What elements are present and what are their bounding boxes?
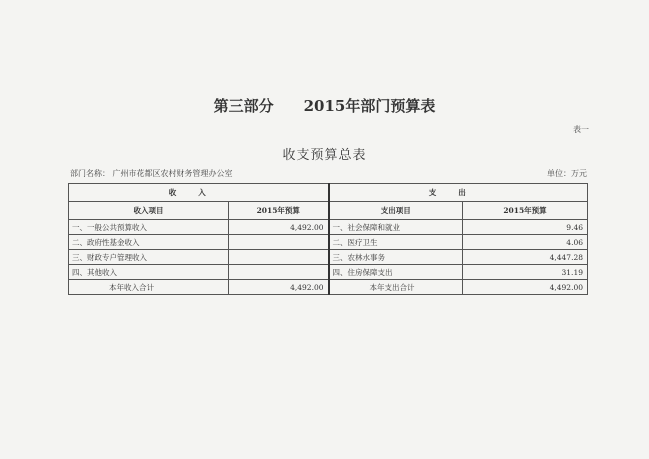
income-item: 二、政府性基金收入 bbox=[69, 235, 229, 250]
expense-section-header: 支出 bbox=[329, 184, 588, 202]
expense-total-label: 本年支出合计 bbox=[329, 280, 463, 295]
table-number: 表一 bbox=[573, 125, 589, 134]
income-total-label: 本年收入合计 bbox=[69, 280, 229, 295]
section-header-row bbox=[69, 184, 588, 202]
income-item: 四、其他收入 bbox=[69, 265, 229, 280]
expense-value: 4,447.28 bbox=[463, 250, 588, 265]
unit-label: 单位：万元 bbox=[547, 169, 587, 178]
expense-value: 9.46 bbox=[463, 220, 588, 235]
expense-item: 二、医疗卫生 bbox=[329, 235, 463, 250]
expense-item: 四、住房保障支出 bbox=[329, 265, 463, 280]
table-title: 收支预算总表 bbox=[282, 148, 367, 163]
department-name: 部门名称： 广州市花都区农村财务管理办公室 bbox=[70, 169, 233, 178]
expense-value: 4.06 bbox=[463, 235, 588, 250]
expense-budget-header: 2015年预算 bbox=[463, 202, 588, 220]
column-header-row bbox=[69, 202, 588, 220]
income-item: 三、财政专户管理收入 bbox=[69, 250, 229, 265]
income-budget-header: 2015年预算 bbox=[229, 202, 329, 220]
table-row bbox=[69, 250, 588, 265]
document-title: 2015年部门预算表 bbox=[303, 97, 436, 115]
income-section-header: 收入 bbox=[69, 184, 329, 202]
income-value: 4,492.00 bbox=[229, 220, 329, 235]
expense-item-header: 支出项目 bbox=[329, 202, 463, 220]
income-total-value: 4,492.00 bbox=[229, 280, 329, 295]
expense-total-value: 4,492.00 bbox=[463, 280, 588, 295]
income-value bbox=[229, 250, 329, 265]
income-item: 一、一般公共预算收入 bbox=[69, 220, 229, 235]
table-row bbox=[69, 220, 588, 235]
income-item-header: 收入项目 bbox=[69, 202, 229, 220]
part-label: 第三部分 bbox=[213, 97, 274, 115]
income-value bbox=[229, 265, 329, 280]
expense-value: 31.19 bbox=[463, 265, 588, 280]
expense-item: 三、农林水事务 bbox=[329, 250, 463, 265]
income-value bbox=[229, 235, 329, 250]
expense-item: 一、社会保障和就业 bbox=[329, 220, 463, 235]
table-row bbox=[69, 235, 588, 250]
totals-row bbox=[69, 280, 588, 295]
budget-summary-table bbox=[68, 183, 588, 295]
table-row bbox=[69, 265, 588, 280]
page-heading bbox=[0, 95, 649, 116]
